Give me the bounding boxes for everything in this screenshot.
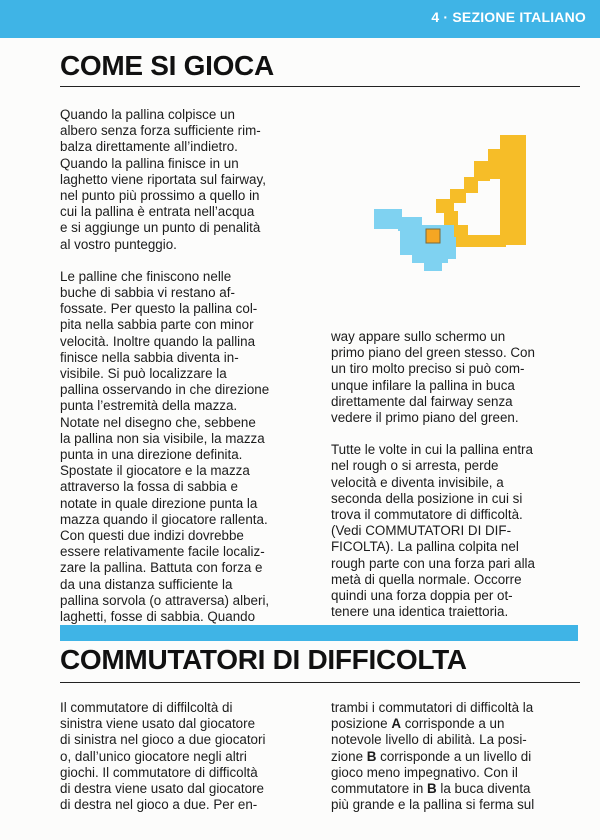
text-line: essere relativamente facile localiz- (60, 544, 265, 560)
text-line: nel rough o si arresta, perde (331, 458, 499, 474)
text-line: gioco meno impegnativo. Con il (331, 764, 518, 780)
section-title-rule (60, 682, 580, 683)
text-line: unque infilare la pallina in buca (331, 377, 515, 393)
section2-column-left (60, 700, 320, 813)
section-title-commutatori: COMMUTATORI DI DIFFICOLTA (60, 644, 467, 675)
text-line: quindi una forza doppia per ot- (331, 588, 513, 604)
text-line: cui la pallina è entrata nell’acqua (60, 204, 255, 220)
text-line: di destra nel gioco a due. Per en- (60, 797, 258, 813)
text-line (331, 781, 581, 797)
text-line: primo piano del green stesso. Con (331, 345, 535, 361)
paragraph-rough (331, 442, 581, 620)
text-line (331, 716, 581, 732)
text-line: attraverso la fossa di sabbia e (60, 479, 238, 495)
text-line: di destra viene usato dal giocatore (60, 781, 264, 797)
text-line: Quando la pallina finisce in un (60, 155, 239, 171)
text-fragment: corrisponde a un (400, 716, 505, 732)
text-line: giochi. Il commutatore di difficoltà (60, 764, 258, 780)
text-line: finisce nella sabbia diventa in- (60, 349, 239, 365)
text-line: pita nella sabbia parte con minor (60, 317, 254, 333)
paragraph-green-closeup (331, 329, 581, 426)
text-line: fossate. Per questo la pallina col- (60, 301, 258, 317)
text-fragment: commutatore in (331, 781, 428, 797)
text-line: (Vedi COMMUTATORI DI DIF- (331, 523, 512, 539)
text-line: pallina osservando in che direzione (60, 382, 270, 398)
text-line: rough parte con una forza pari alla (331, 555, 535, 571)
text-line: Con questi due indizi dovrebbe (60, 528, 244, 544)
text-line: più grande e la pallina si ferma sul (331, 797, 535, 813)
golf-hole-icon (370, 125, 530, 285)
text-line: balza direttamente all’indietro. (60, 139, 238, 155)
text-line: nel punto più prossimo a quello in (60, 188, 260, 204)
text-line: o, dall’unico giocatore negli altri (60, 748, 247, 764)
section-divider-bar (60, 625, 578, 641)
text-line: la pallina non sia visibile, la mazza (60, 430, 265, 446)
green-water-shape (374, 209, 456, 271)
text-line: punta l’estremità della mazza. (60, 398, 238, 414)
text-line: laghetto viene riportata sul fairway, (60, 171, 266, 187)
section1-column-right (331, 329, 581, 620)
paragraph-sand-traps (60, 269, 320, 642)
text-line: FICOLTA). La pallina colpita nel (331, 539, 519, 555)
position-b-label: B (427, 781, 437, 797)
text-line: mazza quando il giocatore rallenta. (60, 511, 268, 527)
text-line: trova il commutatore di difficoltà. (331, 507, 523, 523)
text-line: laghetti, fosse di sabbia. Quando (60, 609, 256, 625)
text-line: Spostate il giocatore e la mazza (60, 463, 250, 479)
text-line: da una distanza sufficiente la (60, 576, 233, 592)
section-label: 4 · SEZIONE ITALIANO (431, 9, 586, 25)
text-line: di sinistra nel gioco a due giocatori (60, 732, 266, 748)
text-fragment: zione (331, 748, 367, 764)
page-title: COME SI GIOCA (60, 50, 274, 81)
section1-column-left (60, 107, 320, 642)
text-line: Il commutatore di diffilcoltà di (60, 700, 233, 715)
text-line: tenere una identica traiettoria. (331, 604, 509, 620)
flag-hole-marker (426, 229, 440, 243)
text-line: Tutte le volte in cui la pallina entra (331, 442, 533, 458)
section2-column-right (331, 700, 581, 813)
text-line: Notate nel disegno che, sebbene (60, 414, 256, 430)
text-line: velocità. Inoltre quando la pallina (60, 333, 256, 349)
text-line: un tiro molto preciso si può com- (331, 361, 525, 377)
text-line: sinistra viene usato dal giocatore (60, 716, 256, 732)
text-line: Le palline che finiscono nelle (60, 268, 232, 284)
text-line: velocità e diventa invisibile, a (331, 474, 504, 490)
text-line: punta in una direzione definita. (60, 447, 243, 463)
position-b-label: B (366, 748, 377, 764)
text-line: direttamente dal fairway senza (331, 393, 513, 409)
text-line: buche di sabbia vi restano af- (60, 285, 235, 301)
paragraph-positions-a-b (331, 700, 581, 813)
top-banner (0, 0, 600, 38)
text-line: way appare sullo schermo un (331, 329, 506, 344)
text-line: trambi i commutatori di difficoltà la (331, 700, 534, 715)
text-line: visibile. Si può localizzare la (60, 366, 227, 382)
title-rule (60, 86, 580, 87)
paragraph-water-hazard (60, 107, 320, 253)
text-line: e si aggiunge un punto di penalità (60, 220, 261, 236)
text-line: vedere il primo piano del green. (331, 410, 519, 426)
position-a-label: A (391, 716, 401, 732)
text-line: notevole livello di abilità. La posi- (331, 732, 527, 748)
text-line (331, 749, 581, 765)
text-fragment: posizione (331, 716, 392, 732)
text-line: al vostro punteggio. (60, 236, 177, 252)
text-line: seconda della posizione in cui si (331, 490, 523, 506)
text-line: metà di quella normale. Occorre (331, 571, 522, 587)
text-fragment: la buca diventa (436, 781, 531, 797)
text-line: notate in quale direzione punta la (60, 495, 258, 511)
paragraph-difficulty-switches (60, 700, 320, 813)
text-line: zare la pallina. Battuta con forza e (60, 560, 263, 576)
text-fragment: corrisponde a un livello di (376, 748, 532, 764)
text-line: albero senza forza sufficiente rim- (60, 123, 261, 139)
text-line: Quando la pallina colpisce un (60, 107, 235, 122)
text-line: pallina sorvola (o attraversa) alberi, (60, 592, 270, 608)
